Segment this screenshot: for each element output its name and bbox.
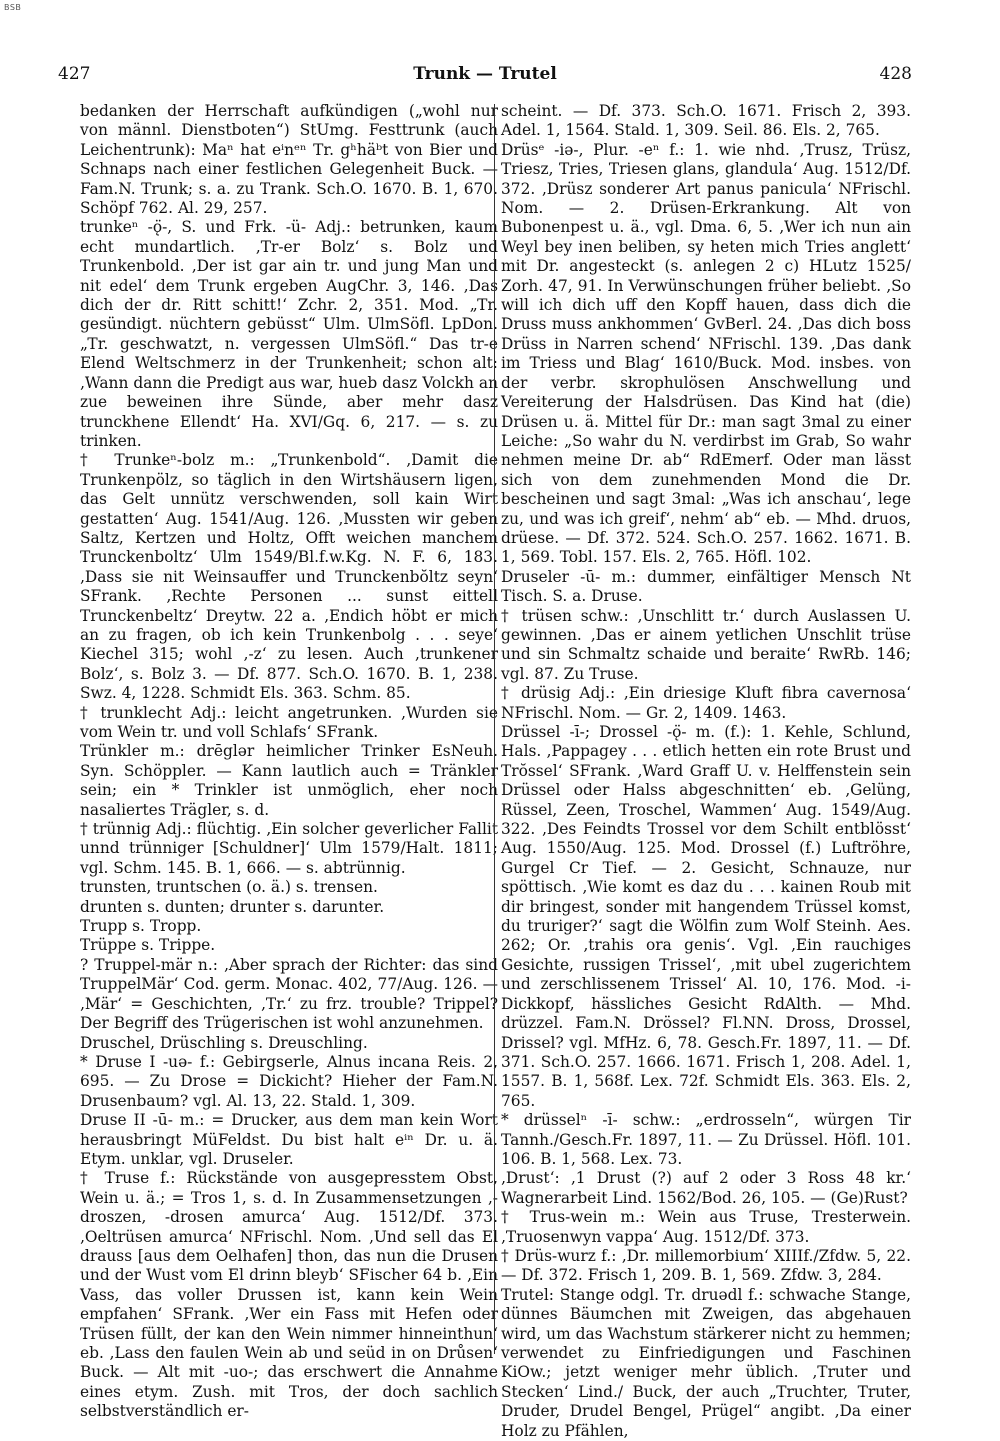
page-header bbox=[58, 64, 912, 88]
entry-paragraph: † drüsig Adj.: ‚Ein driesige Kluft fibra cavernosa‘ NFrischl. Nom. — Gr. 2, 1409. 1463. bbox=[501, 684, 911, 722]
entry-paragraph: ‚Drust‘: ‚1 Drust (?) auf 2 oder 3 Ross 48 kr.‘ Wagnerarbeit Lind. 1562/Bod. 26, 105. — (Ge)Rust? bbox=[501, 1169, 911, 1207]
entry-paragraph: † Drüs-wurz f.: ‚Dr. millemorbium‘ XIIIf./Zfdw. 5, 22. — Df. 372. Frisch 1, 209. B. 1, 569. Zfdw. 3, 284. bbox=[501, 1246, 911, 1285]
entry-paragraph: Trüppe s. Trippe. bbox=[80, 936, 216, 955]
entry-paragraph: † Trunkeⁿ-bolz m.: „Trunkenbold“. ‚Damit die Trunkenpölz, so täglich in den Wirtshäusern ligen, das Gelt unnütz verschwenden, soll kain Wirt gestatten‘ Aug. 1541/Aug. 126. ‚Mussten wir geben Saltz, Kertzen und Holtz, Offt weichen manchem Trunckenboltz‘ Ulm 1549/Bl.f.w.Kg. N. F. 6, 183. ‚Dass sie nit Weinsauffer und Trunckenbŏltz seyn‘ SFrank. ‚Rechte Personen ... sunst eittell Trunckenbeltz‘ Dreytw. 22 a. ‚Endich höbt er mich an zu fragen, ob ich kein Trunkenbolg . . . seye‘ Kiechel 315; wohl ‚-z‘ zu lesen. Auch ‚trunkener Bolz‘, s. Bolz 3. — Df. 877. Sch.O. 1670. B. 1, 238. Swz. 4, 1228. Schmidt Els. 363. Schm. 85. bbox=[80, 451, 498, 703]
entry-paragraph: Drüsᵉ -iə-, Plur. -eⁿ f.: 1. wie nhd. ‚Trusz, Trüsz, Triesz, Tries, Triesen glans, glandula‘ Aug. 1512/Df. 372. ‚Drüsz sonderer Art panus panicula‘ NFrischl. Nom. — 2. Drüsen-Erkrankung. Alt von Bubonenpest u. ä., vgl. Dma. 6, 5. ‚Wer ich nun ain Weyl bey inen beliben, sy heten mich Tries anglett‘ mit Dr. angesteckt (s. anlegen 2 c) HLutz 1525/ Zorh. 47, 91. In Verwünschungen früher beliebt. ‚So will ich dich uff den Kopff hauen, dass dich die Druss muss ankhommen‘ GvBerl. 24. ‚Das dich boss Drüss in Narren schend‘ NFrischl. 139. ‚Das dank im Triess und Blag‘ 1610/Buck. Mod. insbes. von der verbr. skrophulösen Anschwellung und Vereiterung der Halsdrüsen. Das Kind hat (die) Drüsen u. ä. Mittel für Dr.: man sagt 3mal zu einer Leiche: „So wahr du N. verdirbst im Grab, So wahr nehmen meine Dr. ab“ RdEmerf. Oder man lässt sich von dem zunehmenden Mond die Dr. bescheinen und sagt 3mal: „Was ich anschau‘, lege zu, und was ich greif‘, nehm‘ ab“ eb. — Mhd. druos, drüese. — Df. 372. 524. Sch.O. 257. 1662. 1671. B. 1, 569. Tobl. 157. Els. 2, 765. Höfl. 102. bbox=[501, 140, 911, 567]
entry-paragraph: Druschel, Drüschling s. Dreuschling. bbox=[80, 1033, 368, 1052]
page-title: Trunk — Trutel bbox=[413, 64, 557, 84]
entry-paragraph: † trünnig Adj.: flüchtig. ‚Ein solcher geverlicher Fallit unnd trünniger [Schuldner]‘ Ulm 1579/Halt. 1811; vgl. Schm. 145. B. 1, 666. — s. abtrünnig. bbox=[80, 820, 498, 877]
entry-paragraph: trunkeⁿ -ǫ̈-, S. und Frk. -ü- Adj.: betrunken, kaum echt mundartlich. ‚Tr-er Bolz‘ s. Bolz und Trunkenbold. ‚Der ist gar ain tr. und jung Man und nit edel‘ dem Trunk ergeben AugChr. 3, 146. ‚Das dich der dr. Ritt schitt!‘ Zchr. 2, 351. Mod. „Tr. gesündigt. nüchtern gebüsst“ Ulm. UlmSöfl. LpDon. „Tr. geschwatzt, n. vergessen UlmSöfl.“ Das tr-e Elend Weltschmerz in der Trunkenheit; schon alt: ‚Wann dann die Predigt aus war, hueb dasz Volckh an zue beweinen ihre Sünde, aber mehr dasz trunckhene Ellendt‘ Ha. XVI/Gq. 6, 217. — s. zu trinken. bbox=[80, 218, 498, 450]
entry-paragraph: Trutel: Stange odgl. Tr. druədl f.: schwache Stange, dünnes Bäumchen mit Zweigen, das abgehauen wird, um das Wachstum stärkerer nicht zu hemmen; verwendet zu Einfriedigungen und Faschinen KiOw.; jetzt weniger mehr üblich. ‚Truter und Stecken‘ Lind./ Buck, der auch „Truchter, Truter, Druder, Drudel Bengel, Prügel“ angibt. ‚Da einer Holz zu Pfählen, bbox=[501, 1285, 911, 1440]
entry-paragraph: ? Truppel-mär n.: ‚Aber sprach der Richter: das sind TruppelMär‘ Cod. germ. Monac. 402, 77/Aug. 126. — ‚Mär‘ = Geschichten, ‚Tr.‘ zu frz. trouble? Trippel? Der Begriff des Trügerischen ist wohl anzunehmen. bbox=[80, 955, 498, 1033]
right-column bbox=[501, 102, 911, 1440]
page-number-left: 427 bbox=[58, 64, 91, 84]
entry-paragraph: † Truse f.: Rückstände von ausgepresstem Obst, Wein u. ä.; = Tros 1, s. d. In Zusammensetzungen ‚-droszen, -drosen amurca‘ Aug. 1512/Df. 373. ‚Oeltrüsen amurca‘ NFrischl. Nom. ‚Und sell das El drauss [aus dem Oelhafen] thon, das nun die Drusen und der Wust vom El drinn bleyb‘ SFischer 64 b. ‚Ein Vass, das voller Drussen ist, kann kein Wein empfahen‘ SFrank. ‚Wer ein Fass mit Hefen oder Trüsen füllt, der kan den Wein nimmer hinneinthun‘ eb. ‚Lass den faulen Wein ab und seüd in on Drůsen‘ Buck. — Alt mit -uo-; das erschwert die Annahme eines etym. Zush. mit Tros, der doch sachlich selbstverständlich er- bbox=[80, 1169, 498, 1421]
entry-paragraph: † trüsen schw.: ‚Unschlitt tr.‘ durch Auslassen U. gewinnen. ‚Das er ainem yetlichen Unschlit trüse und sin Schmaltz schaide und beraite‘ RwRb. 146; vgl. 87. Zu Truse. bbox=[501, 606, 911, 683]
entry-paragraph: bedanken der Herrschaft aufkündigen („wohl nur von männl. Dienstboten“) StUmg. Festtrunk (auch Leichentrunk): Maⁿ hat eⁱnᵉⁿ Tr. gʰhäᵇt von Bier und Schnaps nach einer festlichen Gelegenheit Buck. — Fam.N. Trunk; s. a. zu Trank. Sch.O. 1670. B. 1, 670. Schöpf 762. Al. 29, 257. bbox=[80, 102, 498, 218]
entry-paragraph: * Druse I -uə- f.: Gebirgserle, Alnus incana Reis. 2, 695. — Zu Drose = Dickicht? Hieher der Fam.N. Drusenbaum? vgl. Al. 13, 22. Stald. 1, 309. bbox=[80, 1052, 498, 1110]
page-number-right: 428 bbox=[879, 64, 912, 84]
entry-paragraph: Druseler -ū- m.: dummer, einfältiger Mensch Nt Tisch. S. a. Druse. bbox=[501, 567, 911, 606]
entry-paragraph: scheint. — Df. 373. Sch.O. 1671. Frisch 2, 393. Adel. 1, 1564. Stald. 1, 309. Seil. 86. Els. 2, 765. bbox=[501, 102, 911, 140]
entry-paragraph: * drüsselⁿ -ī- schw.: „erdrosseln“, würgen Tir Tannh./Gesch.Fr. 1897, 11. — Zu Drüssel. Höfl. 101. 106. B. 1, 568. Lex. 73. bbox=[501, 1111, 911, 1168]
entry-paragraph: † trunklecht Adj.: leicht angetrunken. ‚Wurden sie vom Wein tr. und voll Schlafs‘ SFrank. bbox=[80, 703, 498, 741]
entry-paragraph: drunten s. dunten; drunter s. darunter. bbox=[80, 897, 385, 916]
entry-paragraph: trunsten, truntschen (o. ä.) s. trensen. bbox=[80, 878, 378, 897]
left-column bbox=[80, 102, 498, 1421]
entry-paragraph: Trünkler m.: drēglər heimlicher Trinker EsNeuh. Syn. Schöppler. — Kann lautlich auch = Tränkler sein; ein * Trinkler ist unmöglich, eher noch nasaliertes Trägler, s. d. bbox=[80, 742, 498, 819]
entry-paragraph: Drüssel -ī-; Drossel -ǫ̈- m. (f.): 1. Kehle, Schlund, Hals. ‚Pappagey . . . etlich hetten ein rote Brust und Trŏssel‘ SFrank. ‚Ward Graff U. v. Helffenstein sein Drüssel oder Halss abgeschnitten‘ eb. ‚Gelüng, Rüssel, Zeen, Troschel, Wammen‘ Aug. 1549/Aug. 322. ‚Des Feindts Trossel vor dem Schilt entblösst‘ Aug. 1550/Aug. 125. Mod. Drossel (f.) Luftröhre, Gurgel Cr Tief. — 2. Gesicht, Schnauze, nur spöttisch. ‚Wie komt es daz du . . . kainen Roub mit dir bringest, sonder mit hangendem Trüssel komst, du truriger?‘ sagt die Wölfin zum Wolf Steinh. Aes. 262; Or. ‚trahis ora genis‘. Vgl. ‚Ein rauchiges Gesichte, russigen Trissel‘, ‚mit ubel zugerichtem und zerschlissenem Trissel‘ Al. 10, 176. Mod. -i- Dickkopf, hässliches Gesicht RdAlth. — Mhd. drüzzel. Fam.N. Drössel? Fl.NN. Dross, Drossel, Drissel? vgl. MfHz. 6, 78. Gesch.Fr. 1897, 11. — Df. 371. Sch.O. 257. 1666. 1671. Frisch 1, 208. Adel. 1, 1557. B. 1, 568f. Lex. 72f. Schmidt Els. 363. Els. 2, 765. bbox=[501, 723, 911, 1110]
entry-paragraph: Druse II -ū- m.: = Drucker, aus dem man kein Wort herausbringt MüFeldst. Du bist halt eⁱⁿ Dr. u. ä. Etym. unklar, vgl. Druseler. bbox=[80, 1111, 498, 1168]
entry-paragraph: † Trus-wein m.: Wein aus Truse, Tresterwein. ‚Truosenwyn vappa‘ Aug. 1512/Df. 373. bbox=[501, 1208, 911, 1246]
column-divider bbox=[494, 104, 495, 1354]
entry-paragraph: Trupp s. Tropp. bbox=[80, 917, 202, 936]
library-stamp: BSB bbox=[4, 3, 22, 12]
